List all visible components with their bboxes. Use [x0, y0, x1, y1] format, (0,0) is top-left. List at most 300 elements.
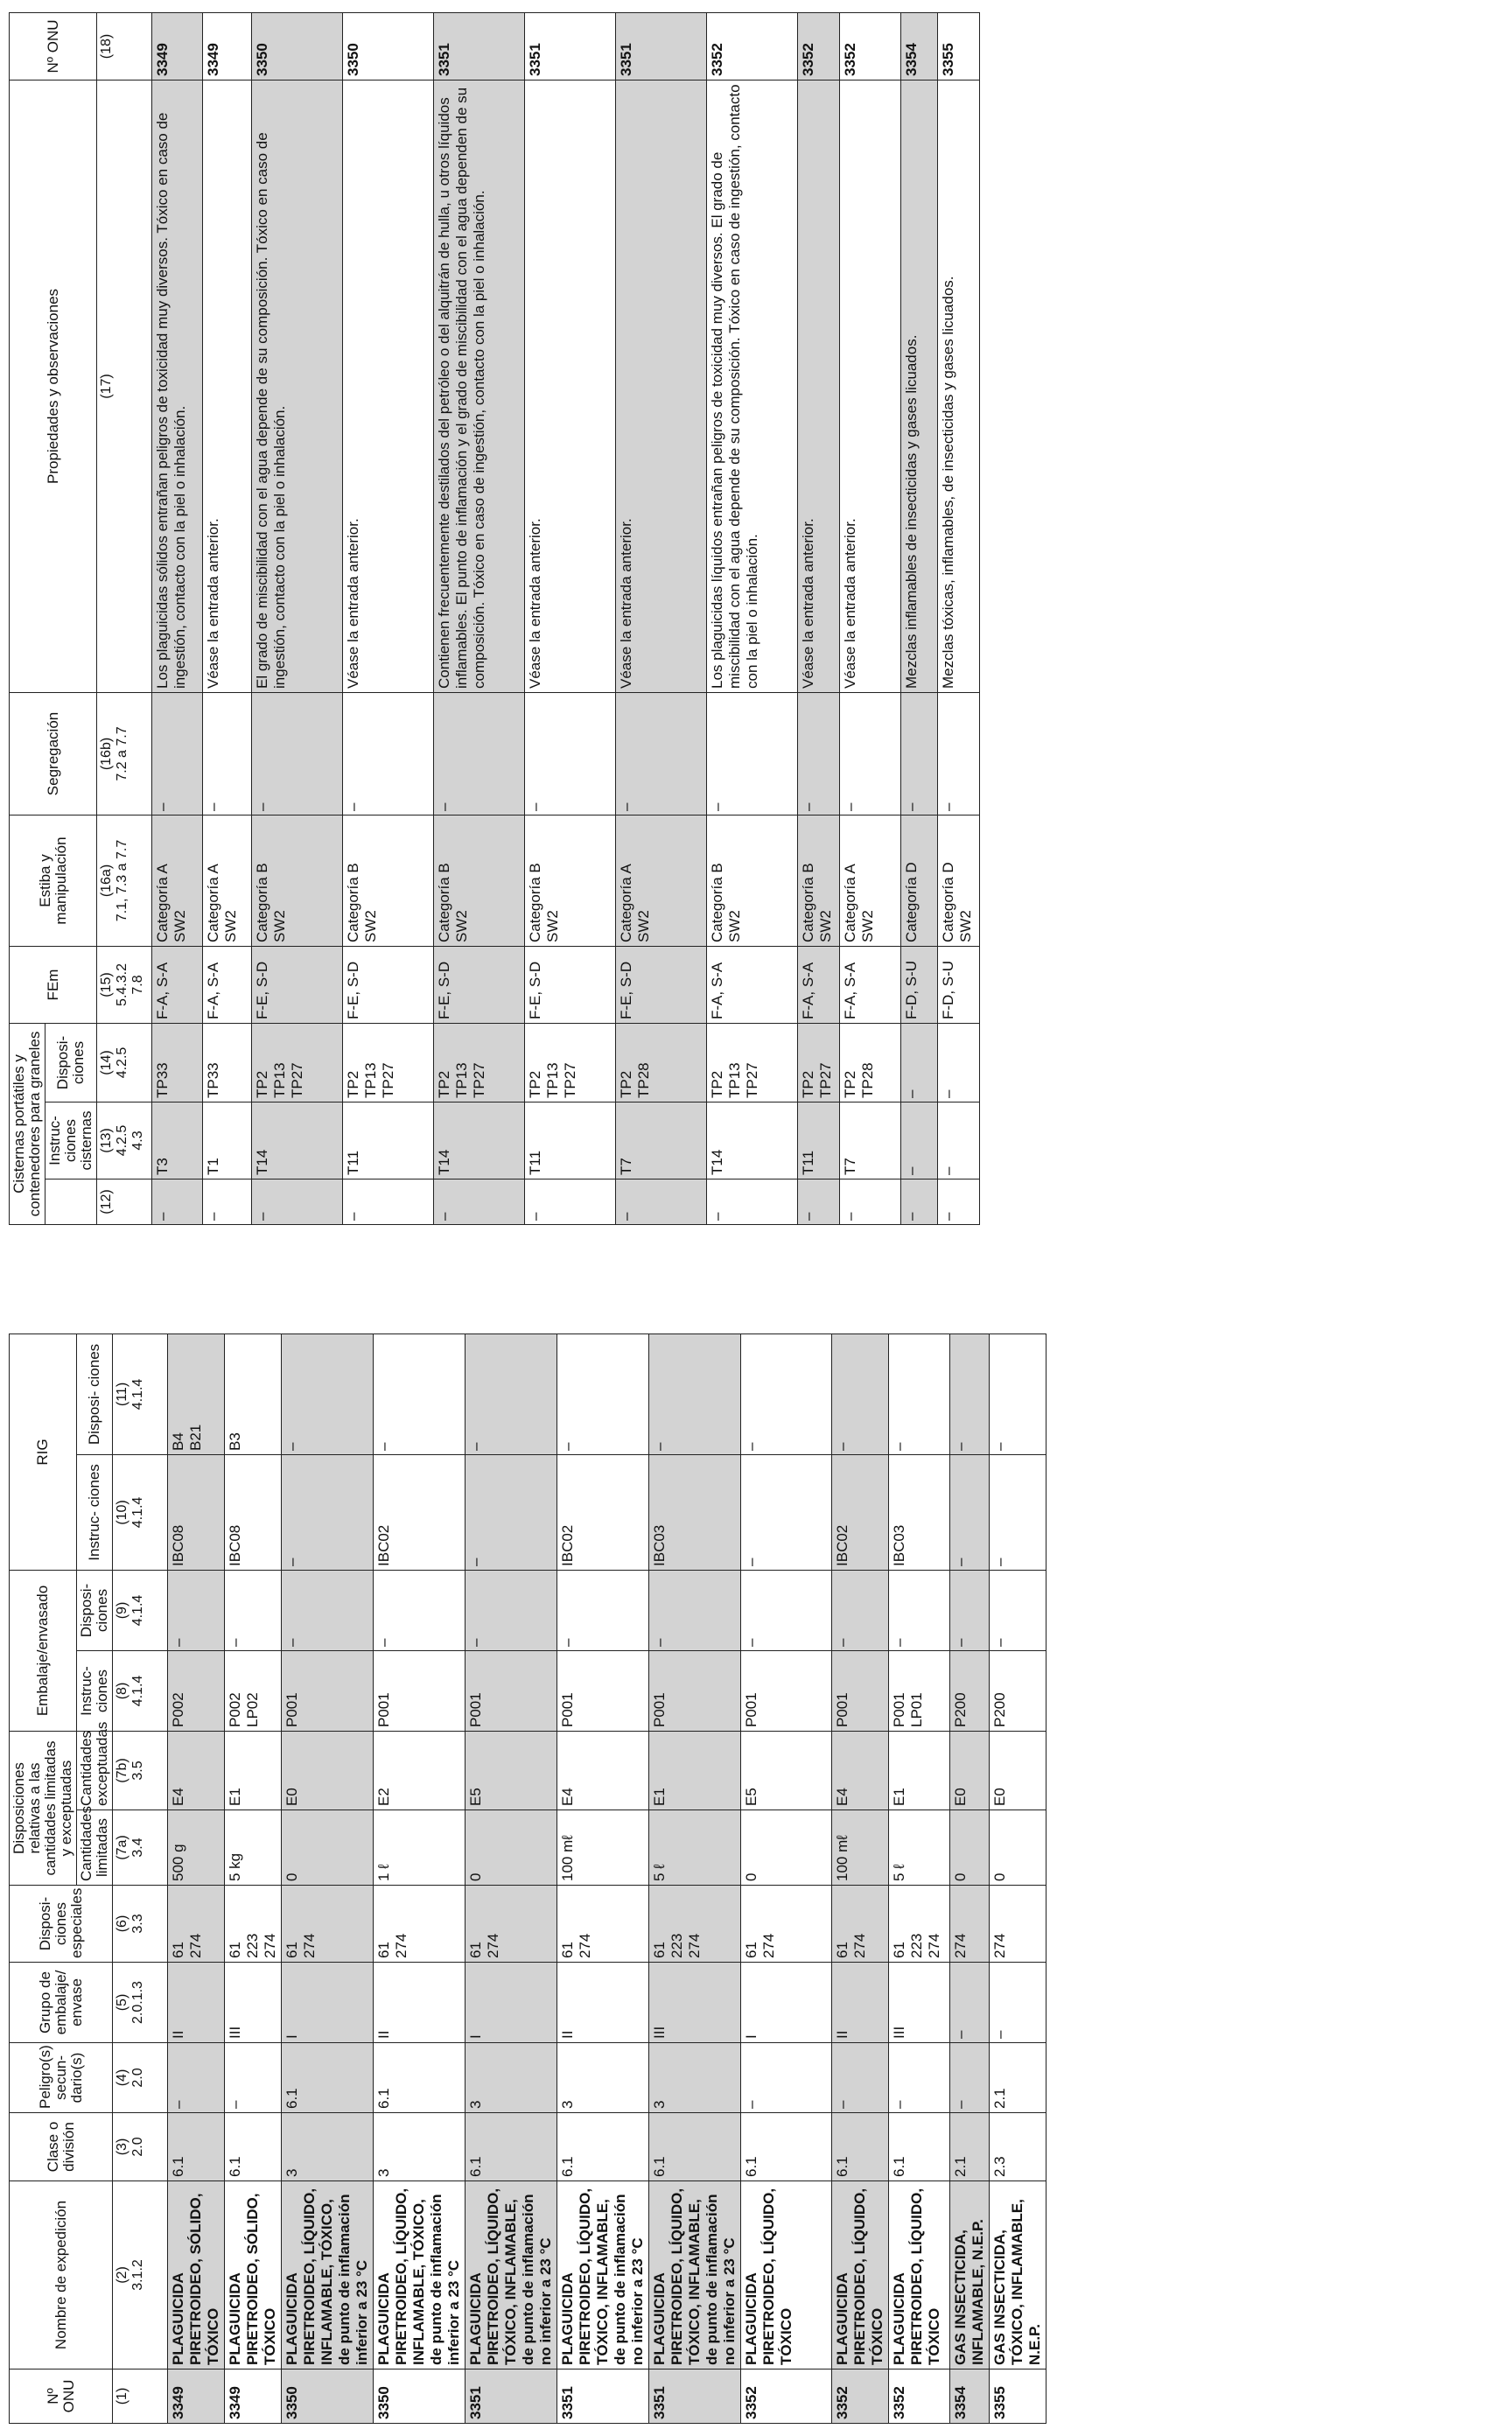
subsidiary-risk-cell: – [168, 2043, 225, 2113]
class-cell: 6.1 [557, 2113, 649, 2181]
tank-instruction-cell: T14 [707, 1102, 798, 1180]
ibc-instruction-cell: – [282, 1454, 374, 1570]
subsidiary-risk-cell: – [832, 2043, 889, 2113]
ibc-instruction-cell: IBC03 [649, 1454, 741, 1570]
stowage-cell: Categoría B SW2 [434, 815, 525, 946]
table-row [889, 1334, 950, 2423]
un-cell: 3351 [466, 2370, 557, 2424]
shipping-name-cell: PLAGUICIDA PIRETROIDEO, LÍQUIDO, INFLAMABLE, TÓXICO, de punto de inflamación inferior a 23 °C [374, 2181, 466, 2370]
tank-instruction-cell: T14 [252, 1102, 343, 1180]
tank-provision-cell: – [901, 1023, 938, 1102]
table-row [798, 12, 840, 1224]
ibc-provision-cell: – [889, 1334, 950, 1454]
header-un-number-right: Nº ONU [10, 12, 97, 80]
table-row [466, 1334, 557, 2423]
header-shipping-name: Nombre de expedición [10, 2181, 113, 2370]
column-number: (13) 4.2.5 4.3 [97, 1102, 152, 1180]
column-number: (18) [97, 12, 152, 80]
special-provisions-cell: 61 223 274 [649, 1886, 741, 1963]
table-row [374, 1334, 466, 2423]
ems-cell: F-A, S-A [152, 946, 203, 1023]
class-cell: 6.1 [168, 2113, 225, 2181]
table-row [434, 12, 525, 1224]
ibc-instruction-cell: – [741, 1454, 832, 1570]
un-cell-right: 3351 [616, 12, 707, 80]
header-packing: Embalaje/envasado [10, 1570, 77, 1731]
header-tank-instructions: Instruc- ciones cisternas [46, 1102, 97, 1180]
un-cell-right: 3354 [901, 12, 938, 80]
header-stowage: Estiba y manipulación [10, 815, 97, 946]
packing-instruction-cell: P002 LP02 [225, 1651, 282, 1732]
packing-instruction-cell: P200 [950, 1651, 990, 1732]
tank-instruction-cell: T11 [798, 1102, 840, 1180]
header-properties: Propiedades y observaciones [10, 80, 97, 692]
tank-instruction-cell: T11 [343, 1102, 434, 1180]
class-cell: 6.1 [832, 2113, 889, 2181]
col12-cell: – [434, 1180, 525, 1225]
packing-instruction-cell: P001 LP01 [889, 1651, 950, 1732]
column-number: (8) 4.1.4 [113, 1651, 168, 1732]
special-provisions-cell: 61 274 [741, 1886, 832, 1963]
tank-provision-cell: – [938, 1023, 980, 1102]
un-cell: 3351 [649, 2370, 741, 2424]
header-class: Clase o división [10, 2113, 113, 2181]
properties-cell: Véase la entrada anterior. [343, 80, 434, 692]
table-row [840, 12, 901, 1224]
excepted-quantity-cell: E5 [741, 1732, 832, 1810]
subsidiary-risk-cell: 6.1 [374, 2043, 466, 2113]
header-packing-instructions: Instruc- ciones [77, 1651, 113, 1732]
table-row [901, 12, 938, 1224]
col12-cell: – [901, 1180, 938, 1225]
table-row [225, 1334, 282, 2423]
packing-provision-cell: – [225, 1570, 282, 1650]
un-cell-right: 3350 [252, 12, 343, 80]
ibc-provision-cell: – [832, 1334, 889, 1454]
segregation-cell: – [938, 692, 980, 815]
properties-cell: El grado de miscibilidad con el agua depende de su composición. Tóxico en caso de ingestión, contacto con la piel o inhalación. [252, 80, 343, 692]
ibc-instruction-cell: IBC02 [374, 1454, 466, 1570]
table-row [557, 1334, 649, 2423]
un-cell: 3352 [889, 2370, 950, 2424]
un-cell-right: 3351 [434, 12, 525, 80]
properties-cell: Contienen frecuentemente destilados del petróleo o del alquitrán de hulla, u otros líquidos inflamables. El punto de inflamación y el grado de miscibilidad con el agua dependen de su composición. Tóxico en caso de ingestión, contacto con la piel o inhalación. [434, 80, 525, 692]
packing-group-cell: II [557, 1963, 649, 2043]
packing-group-cell: II [168, 1963, 225, 2043]
un-cell-right: 3349 [152, 12, 203, 80]
tank-provision-cell: TP2 TP13 TP27 [252, 1023, 343, 1102]
subsidiary-risk-cell: – [950, 2043, 990, 2113]
dangerous-goods-table-right [9, 12, 980, 1225]
limited-quantity-cell: 0 [950, 1810, 990, 1886]
stowage-cell: Categoría B SW2 [343, 815, 434, 946]
packing-provision-cell: – [557, 1570, 649, 1650]
subsidiary-risk-cell: – [889, 2043, 950, 2113]
ibc-instruction-cell: IBC02 [557, 1454, 649, 1570]
special-provisions-cell: 61 274 [282, 1886, 374, 1963]
table-row [168, 1334, 225, 2423]
header-subsidiary-risk: Peligro(s) secun- dario(s) [10, 2043, 113, 2113]
tank-provision-cell: TP33 [203, 1023, 252, 1102]
limited-quantity-cell: 100 mℓ [557, 1810, 649, 1886]
packing-provision-cell: – [282, 1570, 374, 1650]
packing-provision-cell: – [741, 1570, 832, 1650]
ibc-provision-cell: B3 [225, 1334, 282, 1454]
properties-cell: Véase la entrada anterior. [525, 80, 616, 692]
tank-provision-cell: TP2 TP27 [798, 1023, 840, 1102]
column-number: (7a) 3.4 [113, 1810, 168, 1886]
tank-provision-cell: TP2 TP28 [616, 1023, 707, 1102]
tank-instruction-cell: – [901, 1102, 938, 1180]
packing-provision-cell: – [466, 1570, 557, 1650]
tank-provision-cell: TP2 TP13 TP27 [707, 1023, 798, 1102]
un-cell-right: 3352 [798, 12, 840, 80]
packing-group-cell: I [282, 1963, 374, 2043]
limited-quantity-cell: 5 ℓ [889, 1810, 950, 1886]
ems-cell: F-E, S-D [525, 946, 616, 1023]
subsidiary-risk-cell: 2.1 [990, 2043, 1046, 2113]
col12-cell: – [616, 1180, 707, 1225]
packing-instruction-cell: P001 [282, 1651, 374, 1732]
col12-cell: – [525, 1180, 616, 1225]
properties-cell: Véase la entrada anterior. [616, 80, 707, 692]
col12-cell: – [252, 1180, 343, 1225]
properties-cell: Mezclas tóxicas, inflamables, de insecticidas y gases licuados. [938, 80, 980, 692]
header-excepted-quantities: Cantidades exceptuadas [77, 1732, 113, 1810]
shipping-name-cell: PLAGUICIDA PIRETROIDEO, LÍQUIDO, TÓXICO [889, 2181, 950, 2370]
special-provisions-cell: 61 274 [374, 1886, 466, 1963]
column-number: (6) 3.3 [113, 1886, 168, 1963]
tank-instruction-cell: T7 [840, 1102, 901, 1180]
ibc-instruction-cell: – [466, 1454, 557, 1570]
ibc-provision-cell: – [990, 1334, 1046, 1454]
ems-cell: F-A, S-A [707, 946, 798, 1023]
properties-cell: Véase la entrada anterior. [840, 80, 901, 692]
packing-group-cell: I [741, 1963, 832, 2043]
column-number: (2) 3.1.2 [113, 2181, 168, 2370]
tank-provision-cell: TP2 TP13 TP27 [434, 1023, 525, 1102]
class-cell: 6.1 [649, 2113, 741, 2181]
table-row [343, 12, 434, 1224]
segregation-cell: – [343, 692, 434, 815]
header-col12 [46, 1180, 97, 1225]
stowage-cell: Categoría B SW2 [252, 815, 343, 946]
excepted-quantity-cell: E0 [282, 1732, 374, 1810]
limited-quantity-cell: 0 [282, 1810, 374, 1886]
limited-quantity-cell: 0 [990, 1810, 1046, 1886]
shipping-name-cell: PLAGUICIDA PIRETROIDEO, LÍQUIDO, INFLAMABLE, TÓXICO, de punto de inflamación inferior a 23 °C [282, 2181, 374, 2370]
limited-quantity-cell: 1 ℓ [374, 1810, 466, 1886]
header-ibc: RIG [10, 1334, 77, 1570]
un-cell: 3350 [282, 2370, 374, 2424]
column-number: (1) [113, 2370, 168, 2424]
excepted-quantity-cell: E1 [649, 1732, 741, 1810]
table-row [282, 1334, 374, 2423]
column-number: (9) 4.1.4 [113, 1570, 168, 1650]
column-number: (3) 2.0 [113, 2113, 168, 2181]
header-segregation: Segregación [10, 692, 97, 815]
stowage-cell: Categoría B SW2 [798, 815, 840, 946]
limited-quantity-cell: 100 mℓ [832, 1810, 889, 1886]
subsidiary-risk-cell: – [741, 2043, 832, 2113]
dangerous-goods-table-left [9, 1334, 1046, 2424]
limited-quantity-cell: 500 g [168, 1810, 225, 1886]
segregation-cell: – [152, 692, 203, 815]
properties-cell: Véase la entrada anterior. [798, 80, 840, 692]
limited-quantity-cell: 5 kg [225, 1810, 282, 1886]
segregation-cell: – [434, 692, 525, 815]
ibc-provision-cell: – [282, 1334, 374, 1454]
subsidiary-risk-cell: 3 [649, 2043, 741, 2113]
table-row [152, 12, 203, 1224]
table-row [950, 1334, 990, 2423]
col12-cell: – [152, 1180, 203, 1225]
un-cell: 3350 [374, 2370, 466, 2424]
table-row [616, 12, 707, 1224]
tank-instruction-cell: – [938, 1102, 980, 1180]
tank-instruction-cell: T11 [525, 1102, 616, 1180]
ibc-provision-cell: B4 B21 [168, 1334, 225, 1454]
column-number: (5) 2.0.1.3 [113, 1963, 168, 2043]
special-provisions-cell: 61 274 [168, 1886, 225, 1963]
un-cell: 3354 [950, 2370, 990, 2424]
tank-provision-cell: TP33 [152, 1023, 203, 1102]
special-provisions-cell: 61 223 274 [225, 1886, 282, 1963]
packing-instruction-cell: P001 [649, 1651, 741, 1732]
stowage-cell: Categoría D [901, 815, 938, 946]
stowage-cell: Categoría B SW2 [707, 815, 798, 946]
col12-cell: – [840, 1180, 901, 1225]
subsidiary-risk-cell: 3 [466, 2043, 557, 2113]
ibc-instruction-cell: IBC08 [225, 1454, 282, 1570]
tank-instruction-cell: T7 [616, 1102, 707, 1180]
stowage-cell: Categoría A SW2 [840, 815, 901, 946]
un-cell: 3352 [741, 2370, 832, 2424]
packing-instruction-cell: P002 [168, 1651, 225, 1732]
table-row [203, 12, 252, 1224]
column-number: (14) 4.2.5 [97, 1023, 152, 1102]
subsidiary-risk-cell: – [225, 2043, 282, 2113]
ems-cell: F-E, S-D [434, 946, 525, 1023]
packing-instruction-cell: P001 [832, 1651, 889, 1732]
col12-cell: – [343, 1180, 434, 1225]
stowage-cell: Categoría B SW2 [525, 815, 616, 946]
packing-provision-cell: – [374, 1570, 466, 1650]
packing-instruction-cell: P001 [466, 1651, 557, 1732]
ems-cell: F-A, S-A [203, 946, 252, 1023]
stowage-cell: Categoría A SW2 [152, 815, 203, 946]
special-provisions-cell: 61 223 274 [889, 1886, 950, 1963]
header-limited-excepted: Disposiciones relativas a las cantidades limitadas y exceptuadas [10, 1732, 77, 1886]
excepted-quantity-cell: E0 [990, 1732, 1046, 1810]
header-packing-group: Grupo de embalaje/ envase [10, 1963, 113, 2043]
shipping-name-cell: PLAGUICIDA PIRETROIDEO, LÍQUIDO, TÓXICO, INFLAMABLE, de punto de inflamación no inferior a 23 °C [649, 2181, 741, 2370]
ibc-provision-cell: – [950, 1334, 990, 1454]
packing-instruction-cell: P001 [741, 1651, 832, 1732]
header-ibc-provisions: Disposi- ciones [77, 1334, 113, 1454]
ems-cell: F-D, S-U [938, 946, 980, 1023]
tank-instruction-cell: T14 [434, 1102, 525, 1180]
special-provisions-cell: 274 [990, 1886, 1046, 1963]
segregation-cell: – [707, 692, 798, 815]
packing-instruction-cell: P001 [557, 1651, 649, 1732]
ibc-provision-cell: – [374, 1334, 466, 1454]
header-ibc-instructions: Instruc- ciones [77, 1454, 113, 1570]
segregation-cell: – [616, 692, 707, 815]
ems-cell: F-D, S-U [901, 946, 938, 1023]
tank-instruction-cell: T3 [152, 1102, 203, 1180]
ems-cell: F-E, S-D [616, 946, 707, 1023]
class-cell: 6.1 [466, 2113, 557, 2181]
class-cell: 3 [282, 2113, 374, 2181]
ibc-provision-cell: – [466, 1334, 557, 1454]
table-row [832, 1334, 889, 2423]
ibc-instruction-cell: – [950, 1454, 990, 1570]
ibc-instruction-cell: IBC08 [168, 1454, 225, 1570]
packing-group-cell: II [832, 1963, 889, 2043]
column-number: (7b) 3.5 [113, 1732, 168, 1810]
un-cell: 3351 [557, 2370, 649, 2424]
packing-group-cell: III [889, 1963, 950, 2043]
segregation-cell: – [798, 692, 840, 815]
class-cell: 6.1 [225, 2113, 282, 2181]
ems-cell: F-A, S-A [798, 946, 840, 1023]
column-number: (10) 4.1.4 [113, 1454, 168, 1570]
rotated-page [9, 9, 1216, 2424]
un-cell: 3355 [990, 2370, 1046, 2424]
header-limited-quantities: Cantidades limitadas [77, 1810, 113, 1886]
column-number: (11) 4.1.4 [113, 1334, 168, 1454]
segregation-cell: – [203, 692, 252, 815]
special-provisions-cell: 274 [950, 1886, 990, 1963]
packing-instruction-cell: P001 [374, 1651, 466, 1732]
packing-group-cell: III [649, 1963, 741, 2043]
excepted-quantity-cell: E4 [832, 1732, 889, 1810]
shipping-name-cell: PLAGUICIDA PIRETROIDEO, SÓLIDO, TÓXICO [225, 2181, 282, 2370]
packing-group-cell: I [466, 1963, 557, 2043]
table-row [252, 12, 343, 1224]
segregation-cell: – [840, 692, 901, 815]
table-row [525, 12, 616, 1224]
excepted-quantity-cell: E0 [950, 1732, 990, 1810]
tank-provision-cell: TP2 TP13 TP27 [525, 1023, 616, 1102]
shipping-name-cell: GAS INSECTICIDA, TÓXICO, INFLAMABLE, N.E.P. [990, 2181, 1046, 2370]
header-ems: FEm [10, 946, 97, 1023]
packing-provision-cell: – [649, 1570, 741, 1650]
properties-cell: Los plaguicidas líquidos entrañan peligros de toxicidad muy diversos. El grado de miscibilidad con el agua depende de su composición. Tóxico en caso de ingestión, contacto con la piel o inhalación. [707, 80, 798, 692]
un-cell-right: 3349 [203, 12, 252, 80]
packing-provision-cell: – [889, 1570, 950, 1650]
limited-quantity-cell: 5 ℓ [649, 1810, 741, 1886]
stowage-cell: Categoría A SW2 [203, 815, 252, 946]
column-number: (4) 2.0 [113, 2043, 168, 2113]
shipping-name-cell: PLAGUICIDA PIRETROIDEO, LÍQUIDO, TÓXICO, INFLAMABLE, de punto de inflamación no inferior a 23 °C [557, 2181, 649, 2370]
special-provisions-cell: 61 274 [832, 1886, 889, 1963]
col12-cell: – [707, 1180, 798, 1225]
tank-provision-cell: TP2 TP28 [840, 1023, 901, 1102]
class-cell: 6.1 [741, 2113, 832, 2181]
packing-provision-cell: – [990, 1570, 1046, 1650]
shipping-name-cell: PLAGUICIDA PIRETROIDEO, SÓLIDO, TÓXICO [168, 2181, 225, 2370]
column-number: (17) [97, 80, 152, 692]
un-cell: 3352 [832, 2370, 889, 2424]
col12-cell: – [798, 1180, 840, 1225]
class-cell: 2.1 [950, 2113, 990, 2181]
ibc-instruction-cell: IBC03 [889, 1454, 950, 1570]
un-cell-right: 3351 [525, 12, 616, 80]
table-row [741, 1334, 832, 2423]
excepted-quantity-cell: E4 [168, 1732, 225, 1810]
un-cell-right: 3355 [938, 12, 980, 80]
segregation-cell: – [901, 692, 938, 815]
excepted-quantity-cell: E1 [225, 1732, 282, 1810]
un-cell: 3349 [168, 2370, 225, 2424]
packing-group-cell: – [950, 1963, 990, 2043]
class-cell: 2.3 [990, 2113, 1046, 2181]
excepted-quantity-cell: E2 [374, 1732, 466, 1810]
table-row [649, 1334, 741, 2423]
column-number: (12) [97, 1180, 152, 1225]
shipping-name-cell: PLAGUICIDA PIRETROIDEO, LÍQUIDO, TÓXICO [832, 2181, 889, 2370]
un-cell-right: 3350 [343, 12, 434, 80]
excepted-quantity-cell: E5 [466, 1732, 557, 1810]
col12-cell: – [938, 1180, 980, 1225]
un-cell: 3349 [225, 2370, 282, 2424]
column-number: (16a) 7.1, 7.3 a 7.7 [97, 815, 152, 946]
properties-cell: Mezclas inflamables de insecticidas y gases licuados. [901, 80, 938, 692]
ems-cell: F-A, S-A [840, 946, 901, 1023]
class-cell: 6.1 [889, 2113, 950, 2181]
limited-quantity-cell: 0 [741, 1810, 832, 1886]
packing-group-cell: – [990, 1963, 1046, 2043]
ibc-provision-cell: – [649, 1334, 741, 1454]
segregation-cell: – [252, 692, 343, 815]
ibc-provision-cell: – [557, 1334, 649, 1454]
special-provisions-cell: 61 274 [466, 1886, 557, 1963]
table-row [990, 1334, 1046, 2423]
subsidiary-risk-cell: 3 [557, 2043, 649, 2113]
tank-provision-cell: TP2 TP13 TP27 [343, 1023, 434, 1102]
subsidiary-risk-cell: 6.1 [282, 2043, 374, 2113]
col12-cell: – [203, 1180, 252, 1225]
packing-group-cell: III [225, 1963, 282, 2043]
un-cell-right: 3352 [840, 12, 901, 80]
header-tank-provisions: Disposi- ciones [46, 1023, 97, 1102]
properties-cell: Los plaguicidas sólidos entrañan peligros de toxicidad muy diversos. Tóxico en caso de ingestión, contacto con la piel o inhalación. [152, 80, 203, 692]
column-number: (15) 5.4.3.2 7.8 [97, 946, 152, 1023]
stowage-cell: Categoría A SW2 [616, 815, 707, 946]
packing-provision-cell: – [950, 1570, 990, 1650]
packing-instruction-cell: P200 [990, 1651, 1046, 1732]
header-special-provisions: Disposi- ciones especiales [10, 1886, 113, 1963]
header-packing-provisions: Disposi- ciones [77, 1570, 113, 1650]
limited-quantity-cell: 0 [466, 1810, 557, 1886]
packing-provision-cell: – [832, 1570, 889, 1650]
ems-cell: F-E, S-D [343, 946, 434, 1023]
ems-cell: F-E, S-D [252, 946, 343, 1023]
un-cell-right: 3352 [707, 12, 798, 80]
excepted-quantity-cell: E1 [889, 1732, 950, 1810]
segregation-cell: – [525, 692, 616, 815]
class-cell: 3 [374, 2113, 466, 2181]
ibc-instruction-cell: – [990, 1454, 1046, 1570]
column-number: (16b) 7.2 a 7.7 [97, 692, 152, 815]
header-portable-tanks: Cisternas portátiles y contenedores para graneles [10, 1023, 46, 1224]
ibc-instruction-cell: IBC02 [832, 1454, 889, 1570]
table-row [707, 12, 798, 1224]
shipping-name-cell: PLAGUICIDA PIRETROIDEO, LÍQUIDO, TÓXICO, INFLAMABLE, de punto de inflamación no inferior a 23 °C [466, 2181, 557, 2370]
tank-instruction-cell: T1 [203, 1102, 252, 1180]
